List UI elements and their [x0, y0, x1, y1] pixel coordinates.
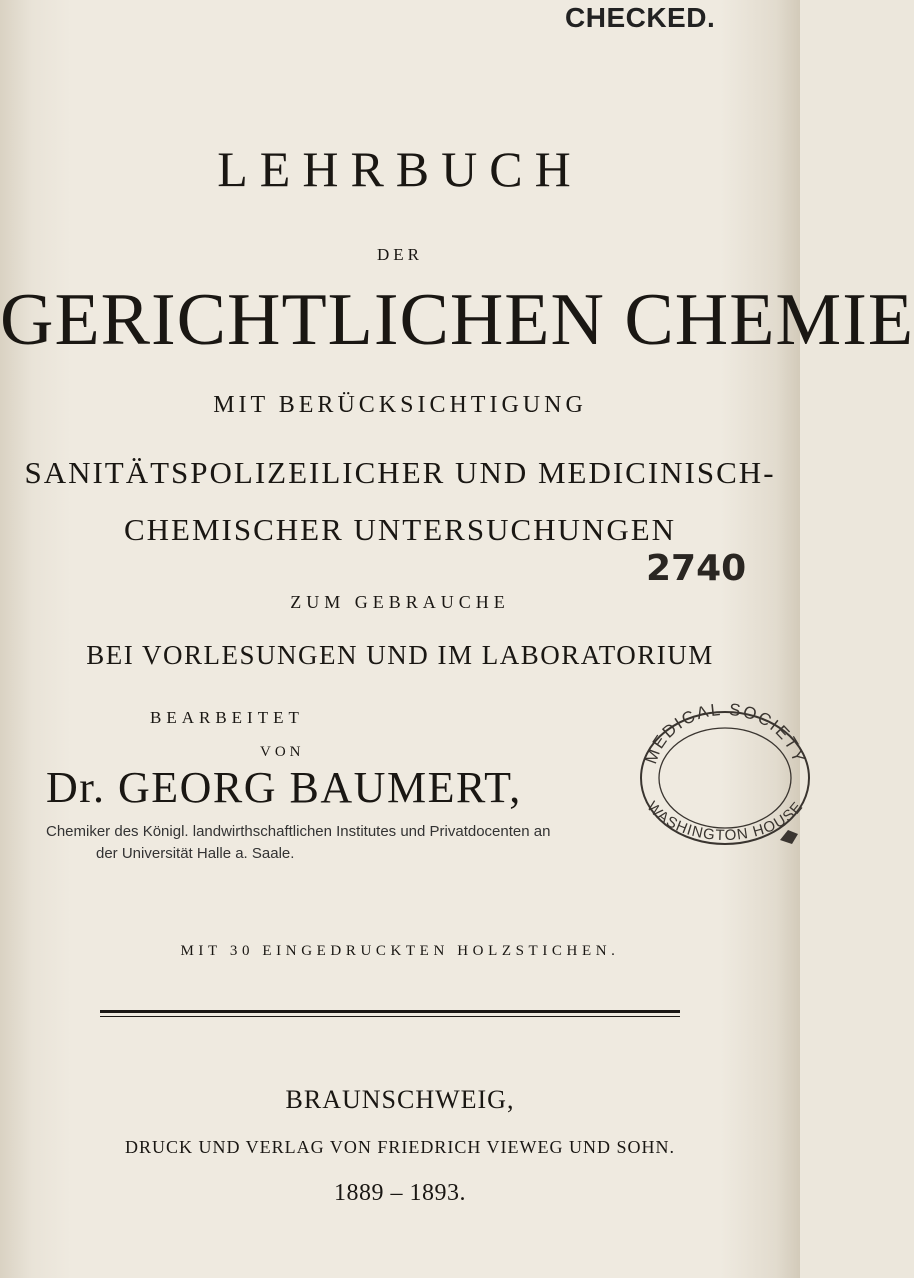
title-der: DER [377, 245, 423, 264]
title-lehrbuch: LEHRBUCH [217, 141, 583, 197]
divider-thick [100, 1010, 680, 1013]
subtitle-zum-gebrauche: ZUM GEBRAUCHE [290, 592, 510, 612]
checked-stamp: CHECKED. [565, 2, 716, 33]
author-affiliation-line-2: der Universität Halle a. Saale. [96, 845, 295, 862]
stamp-top-text: MEDICAL SOCIETY [641, 699, 809, 767]
subtitle-chemischer: CHEMISCHER UNTERSUCHUNGEN [123, 512, 677, 547]
stamp-bottom-text: WASHINGTON HOUSE [643, 798, 807, 845]
stamp-inner-ring [659, 728, 791, 828]
subtitle-vorlesungen: BEI VORLESUNGEN UND IM LABORATORIUM [86, 640, 714, 670]
subtitle-sanitaets: SANITÄTSPOLIZEILICHER UND MEDICINISCH- [24, 455, 776, 490]
subtitle-mit: MIT BERÜCKSICHTIGUNG [213, 392, 587, 418]
imprint-years: 1889 – 1893. [334, 1180, 466, 1206]
shelf-mark-number: 2740 [646, 548, 747, 589]
divider-thin [100, 1016, 680, 1017]
stamp-ornament-icon [780, 830, 798, 844]
illustrations-note: MIT 30 EINGEDRUCKTEN HOLZSTICHEN. [180, 943, 620, 959]
von-label: VON [260, 744, 305, 760]
imprint-publisher: DRUCK UND VERLAG VON FRIEDRICH VIEWEG UND SOHN. [124, 1137, 675, 1157]
author-name: Dr. GEORG BAUMERT, [46, 763, 522, 812]
imprint-city: BRAUNSCHWEIG, [285, 1085, 515, 1114]
main-title: GERICHTLICHEN CHEMIE [0, 279, 914, 361]
library-stamp [630, 690, 820, 860]
bearbeitet-label: BEARBEITET [150, 708, 304, 727]
author-affiliation-line-1: Chemiker des Königl. landwirthschaftlichen Institutes und Privatdocenten an [46, 823, 551, 840]
